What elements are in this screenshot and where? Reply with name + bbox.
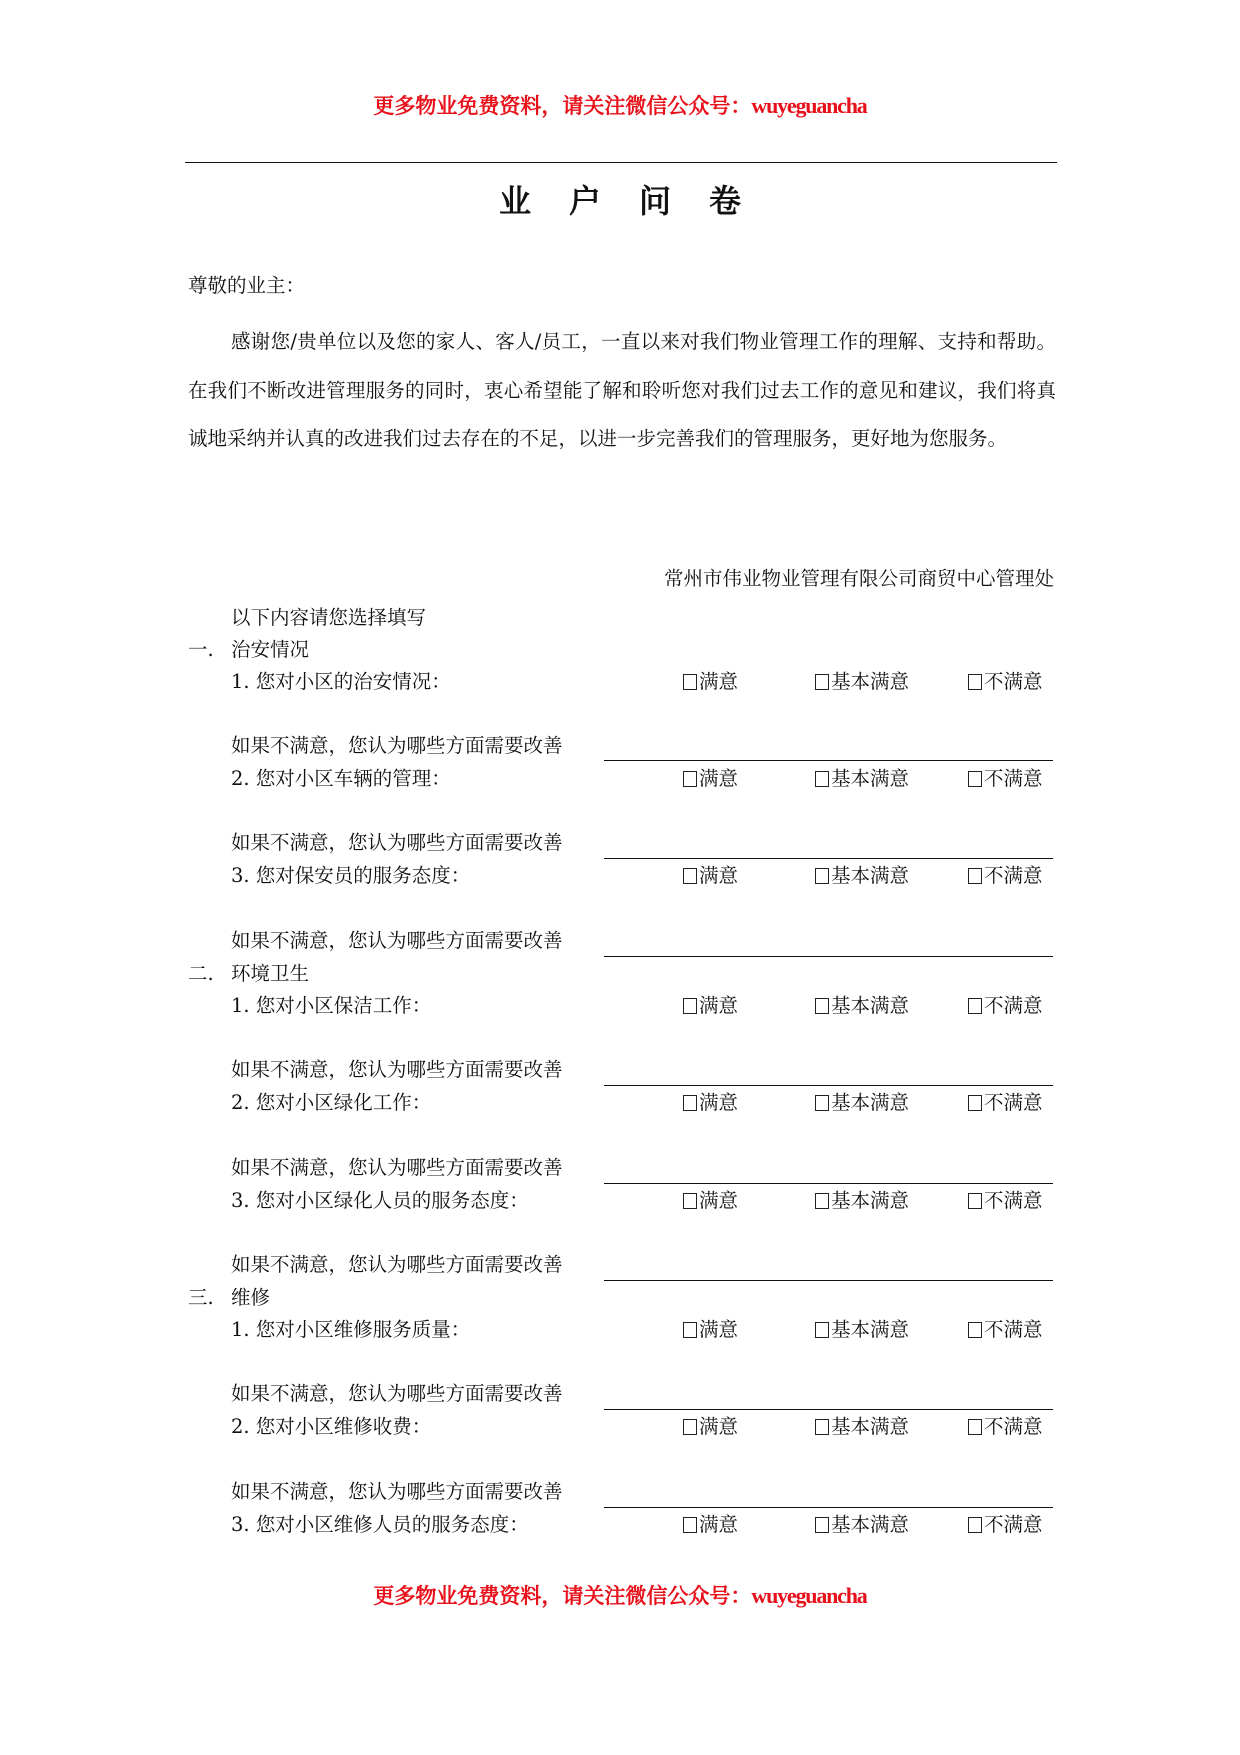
- section-title: 维修: [231, 1286, 271, 1309]
- checkbox-icon[interactable]: [683, 998, 697, 1014]
- option-satisfied[interactable]: 满意: [683, 767, 738, 791]
- improvement-prompt: 如果不满意，您认为哪些方面需要改善: [231, 1480, 563, 1503]
- option-satisfied[interactable]: 满意: [683, 864, 738, 888]
- checkbox-icon[interactable]: [815, 1517, 829, 1533]
- section-heading-environment: [188, 962, 309, 986]
- signature: 常州市伟业物业管理有限公司商贸中心管理处: [663, 567, 1054, 590]
- option-satisfied[interactable]: 满意: [683, 1189, 738, 1213]
- instruction: 以下内容请您选择填写: [231, 606, 427, 629]
- option-satisfied[interactable]: 满意: [683, 670, 738, 694]
- option-unsatisfied[interactable]: 不满意: [968, 1091, 1043, 1115]
- promo-text: 更多物业免费资料，请关注微信公众号：: [373, 1584, 752, 1608]
- question-label: 2. 您对小区车辆的管理：: [231, 767, 451, 790]
- checkbox-icon[interactable]: [815, 771, 829, 787]
- option-satisfied[interactable]: 满意: [683, 1091, 738, 1115]
- option-basically-satisfied[interactable]: 基本满意: [815, 1318, 909, 1342]
- greeting: 尊敬的业主：: [188, 274, 306, 297]
- question-row: [0, 994, 1240, 1022]
- improvement-input-line[interactable]: [604, 956, 1053, 957]
- promo-wechat-id: wuyeguancha: [751, 1583, 867, 1608]
- checkbox-icon[interactable]: [968, 1095, 982, 1111]
- checkbox-icon[interactable]: [968, 1419, 982, 1435]
- section-title: 环境卫生: [231, 962, 310, 985]
- improvement-prompt: 如果不满意，您认为哪些方面需要改善: [231, 734, 563, 757]
- checkbox-icon[interactable]: [968, 1193, 982, 1209]
- option-satisfied[interactable]: 满意: [683, 994, 738, 1018]
- improvement-input-line[interactable]: [604, 1409, 1053, 1410]
- improvement-prompt: 如果不满意，您认为哪些方面需要改善: [231, 1382, 563, 1405]
- checkbox-icon[interactable]: [968, 771, 982, 787]
- option-satisfied[interactable]: 满意: [683, 1513, 738, 1537]
- improvement-input-line[interactable]: [604, 760, 1053, 761]
- question-row: [0, 1091, 1240, 1119]
- improvement-input-line[interactable]: [604, 1085, 1053, 1086]
- question-label: 1. 您对小区的治安情况：: [231, 670, 451, 693]
- checkbox-icon[interactable]: [968, 998, 982, 1014]
- page-title: 业户问卷: [498, 182, 779, 220]
- checkbox-icon[interactable]: [683, 1419, 697, 1435]
- checkbox-icon[interactable]: [683, 1517, 697, 1533]
- option-unsatisfied[interactable]: 不满意: [968, 994, 1043, 1018]
- improvement-input-line[interactable]: [604, 1280, 1053, 1281]
- checkbox-icon[interactable]: [683, 771, 697, 787]
- checkbox-icon[interactable]: [968, 1517, 982, 1533]
- checkbox-icon[interactable]: [815, 1095, 829, 1111]
- promo-banner-top: [0, 90, 1240, 120]
- header-divider: [185, 162, 1057, 163]
- question-label: 1. 您对小区维修服务质量：: [231, 1318, 471, 1341]
- section-number: 三.: [188, 1286, 214, 1309]
- improvement-prompt: 如果不满意，您认为哪些方面需要改善: [231, 1058, 563, 1081]
- checkbox-icon[interactable]: [683, 868, 697, 884]
- promo-banner-bottom: [0, 1580, 1240, 1610]
- option-basically-satisfied[interactable]: 基本满意: [815, 1415, 909, 1439]
- option-basically-satisfied[interactable]: 基本满意: [815, 670, 909, 694]
- improvement-prompt: 如果不满意，您认为哪些方面需要改善: [231, 1156, 563, 1179]
- option-unsatisfied[interactable]: 不满意: [968, 1318, 1043, 1342]
- option-unsatisfied[interactable]: 不满意: [968, 1189, 1043, 1213]
- promo-text: 更多物业免费资料，请关注微信公众号：: [373, 94, 752, 118]
- question-label: 2. 您对小区维修收费：: [231, 1415, 432, 1438]
- option-unsatisfied[interactable]: 不满意: [968, 1415, 1043, 1439]
- checkbox-icon[interactable]: [683, 1193, 697, 1209]
- option-unsatisfied[interactable]: 不满意: [968, 670, 1043, 694]
- option-basically-satisfied[interactable]: 基本满意: [815, 1513, 909, 1537]
- question-row: [0, 1513, 1240, 1541]
- option-unsatisfied[interactable]: 不满意: [968, 767, 1043, 791]
- checkbox-icon[interactable]: [683, 1095, 697, 1111]
- checkbox-icon[interactable]: [683, 1322, 697, 1338]
- question-row: [0, 1318, 1240, 1346]
- section-heading-security: [188, 638, 309, 662]
- checkbox-icon[interactable]: [968, 674, 982, 690]
- improvement-prompt: 如果不满意，您认为哪些方面需要改善: [231, 1253, 563, 1276]
- improvement-input-line[interactable]: [604, 1183, 1053, 1184]
- question-label: 2. 您对小区绿化工作：: [231, 1091, 432, 1114]
- section-heading-maintenance: [188, 1286, 270, 1310]
- checkbox-icon[interactable]: [815, 1322, 829, 1338]
- question-row: [0, 670, 1240, 698]
- checkbox-icon[interactable]: [968, 868, 982, 884]
- question-label: 3. 您对保安员的服务态度：: [231, 864, 471, 887]
- option-basically-satisfied[interactable]: 基本满意: [815, 994, 909, 1018]
- option-unsatisfied[interactable]: 不满意: [968, 1513, 1043, 1537]
- option-basically-satisfied[interactable]: 基本满意: [815, 1091, 909, 1115]
- checkbox-icon[interactable]: [968, 1322, 982, 1338]
- checkbox-icon[interactable]: [683, 674, 697, 690]
- checkbox-icon[interactable]: [815, 868, 829, 884]
- intro-paragraph: 感谢您/贵单位以及您的家人、客人/员工，一直以来对我们物业管理工作的理解、支持和帮助。在我们不断改进管理服务的同时，衷心希望能了解和聆听您对我们过去工作的意见和建议，我们将真诚地采纳并认真的改进我们过去存在的不足，以进一步完善我们的管理服务，更好地为您服务。: [188, 330, 1056, 450]
- checkbox-icon[interactable]: [815, 998, 829, 1014]
- question-label: 3. 您对小区维修人员的服务态度：: [231, 1513, 529, 1536]
- option-basically-satisfied[interactable]: 基本满意: [815, 1189, 909, 1213]
- improvement-input-line[interactable]: [604, 858, 1053, 859]
- question-row: [0, 1415, 1240, 1443]
- option-satisfied[interactable]: 满意: [683, 1318, 738, 1342]
- improvement-prompt: 如果不满意，您认为哪些方面需要改善: [231, 831, 563, 854]
- promo-wechat-id: wuyeguancha: [751, 93, 867, 118]
- option-basically-satisfied[interactable]: 基本满意: [815, 767, 909, 791]
- question-label: 1. 您对小区保洁工作：: [231, 994, 432, 1017]
- checkbox-icon[interactable]: [815, 1193, 829, 1209]
- question-label: 3. 您对小区绿化人员的服务态度：: [231, 1189, 529, 1212]
- section-title: 治安情况: [231, 638, 310, 661]
- section-number: 一.: [188, 638, 214, 661]
- improvement-prompt: 如果不满意，您认为哪些方面需要改善: [231, 929, 563, 952]
- checkbox-icon[interactable]: [815, 674, 829, 690]
- improvement-input-line[interactable]: [604, 1507, 1053, 1508]
- question-row: [0, 864, 1240, 892]
- question-row: [0, 1189, 1240, 1217]
- section-number: 二.: [188, 962, 214, 985]
- checkbox-icon[interactable]: [815, 1419, 829, 1435]
- option-satisfied[interactable]: 满意: [683, 1415, 738, 1439]
- option-basically-satisfied[interactable]: 基本满意: [815, 864, 909, 888]
- option-unsatisfied[interactable]: 不满意: [968, 864, 1043, 888]
- question-row: [0, 767, 1240, 795]
